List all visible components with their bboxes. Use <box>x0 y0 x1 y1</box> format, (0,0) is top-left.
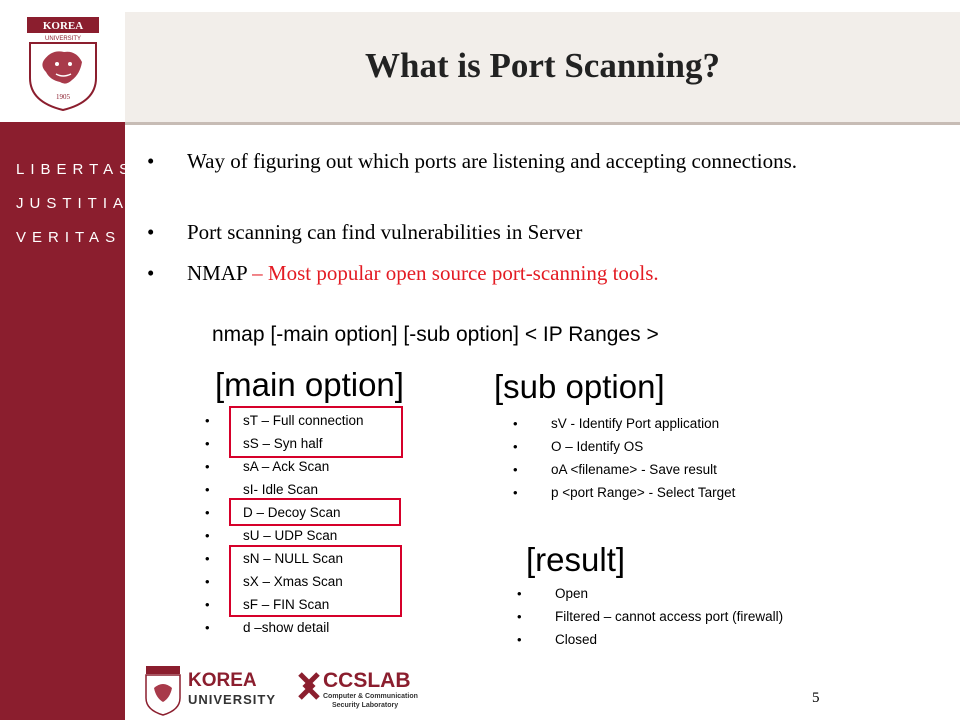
crest-year: 1905 <box>56 93 70 101</box>
bullet-dot-icon: • <box>205 620 210 635</box>
result-item <box>517 608 784 631</box>
bullet-dot-icon: • <box>205 528 210 543</box>
main-option-item <box>205 458 330 481</box>
highlight-box-decoy-scan <box>229 498 401 526</box>
crest-subtitle: UNIVERSITY <box>44 36 82 42</box>
result-text: Closed <box>555 632 598 647</box>
option-text: oA <filename> - Save result <box>551 462 717 477</box>
footer-logos <box>140 660 440 716</box>
bullet-dot-icon: • <box>513 439 518 454</box>
bullet-text: Port scanning can find vulnerabilities in Server <box>187 220 583 244</box>
option-text: sT – Full connection <box>243 413 364 428</box>
footer-ku-line2: UNIVERSITY <box>188 692 277 707</box>
title-divider <box>125 122 960 125</box>
highlight-box-stealth-scans <box>229 545 402 617</box>
bullet-dot-icon: • <box>517 586 522 601</box>
bullet-text: Way of figuring out which ports are listening and accepting connections. <box>187 149 798 173</box>
footer-lab-name: CCSLAB <box>323 669 411 692</box>
main-option-heading: [main option] <box>215 366 404 403</box>
motto-list <box>16 160 136 262</box>
result-heading: [result] <box>526 541 626 578</box>
bullet-dot-icon: • <box>513 462 518 477</box>
main-option-item <box>205 619 330 642</box>
bullet-dot-icon: • <box>205 574 210 589</box>
option-text: sN – NULL Scan <box>243 551 344 566</box>
option-text: sF – FIN Scan <box>243 597 330 612</box>
footer-lab-line2: Security Laboratory <box>332 702 399 709</box>
bullet-dot-icon: • <box>517 632 522 647</box>
bullet-dot-icon: • <box>205 459 210 474</box>
option-text: sV - Identify Port application <box>551 416 720 431</box>
bullet-lead: NMAP <box>187 261 247 285</box>
bullet-dot-icon: • <box>147 149 155 173</box>
result-text: Open <box>555 586 589 601</box>
bullet-item <box>147 148 847 175</box>
korea-university-footer-logo <box>146 666 276 715</box>
sub-option-item <box>513 415 720 438</box>
bullet-dot-icon: • <box>205 413 210 428</box>
highlight-box-connect-scans <box>229 406 403 458</box>
footer-ku-line1: KOREA <box>188 670 257 691</box>
option-text: sS – Syn half <box>243 436 323 451</box>
option-text: sI- Idle Scan <box>243 482 319 497</box>
bullet-dot-icon: • <box>205 551 210 566</box>
bullet-dot-icon: • <box>513 416 518 431</box>
option-text: sA – Ack Scan <box>243 459 330 474</box>
option-text: p <port Range> - Select Target <box>551 485 736 500</box>
bullet-item <box>147 260 847 287</box>
result-item <box>517 585 589 608</box>
logo-box <box>0 0 125 122</box>
korea-university-crest-icon <box>26 16 100 112</box>
option-text: d –show detail <box>243 620 330 635</box>
bullet-item <box>147 219 847 246</box>
bullet-dot-icon: • <box>205 436 210 451</box>
bullet-dot-icon: • <box>205 482 210 497</box>
bullet-dot-icon: • <box>513 485 518 500</box>
nmap-command-syntax: nmap [-main option] [-sub option] < IP Ranges > <box>212 323 659 346</box>
motto-justitia: JUSTITIA <box>16 195 130 212</box>
bullet-dot-icon: • <box>517 609 522 624</box>
sub-option-item <box>513 461 717 484</box>
sub-option-item <box>513 484 736 507</box>
option-text: O – Identify OS <box>551 439 644 454</box>
option-text: D – Decoy Scan <box>243 505 341 520</box>
sub-option-heading: [sub option] <box>494 368 665 405</box>
page-number: 5 <box>812 690 820 706</box>
option-text: sU – UDP Scan <box>243 528 338 543</box>
result-item <box>517 631 598 654</box>
option-text: sX – Xmas Scan <box>243 574 343 589</box>
slide-title: What is Port Scanning? <box>365 46 720 85</box>
crest-title: KOREA <box>42 20 84 32</box>
bullet-dot-icon: • <box>147 261 155 285</box>
bullet-dot-icon: • <box>205 505 210 520</box>
result-text: Filtered – cannot access port (firewall) <box>555 609 784 624</box>
bullet-dot-icon: • <box>205 597 210 612</box>
sub-option-item <box>513 438 644 461</box>
bullet-highlight-text: – Most popular open source port-scanning tools. <box>246 261 659 285</box>
ccslab-footer-logo <box>300 669 418 709</box>
motto-libertas: LIBERTAS <box>16 161 136 178</box>
motto-veritas: VERITAS <box>16 229 122 246</box>
footer-lab-line1: Computer & Communication <box>323 693 418 700</box>
bullet-dot-icon: • <box>147 220 155 244</box>
